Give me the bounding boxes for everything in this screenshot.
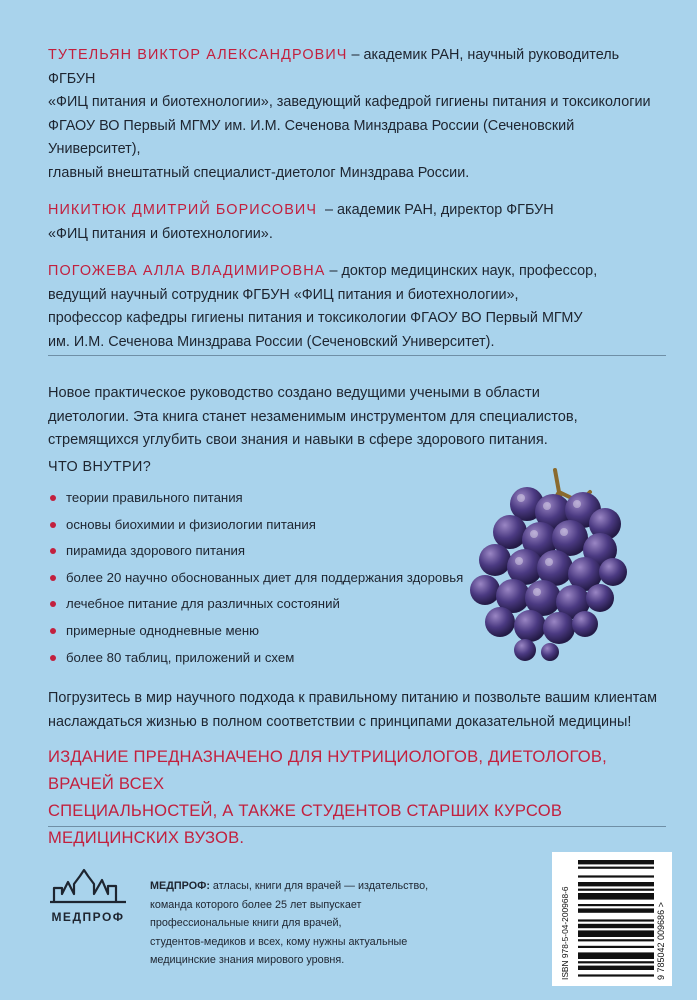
isbn-text: ISBN 978-5-04-200968-6 [560,886,570,980]
inside-heading: ЧТО ВНУТРИ? [48,459,152,475]
intro-line: диетологии. Эта книга станет незаменимым инструментом для специалистов, [48,408,578,425]
barcode-bar [578,860,654,864]
author-tutelyan [48,44,663,185]
list-item-text: примерные однодневные меню [66,622,260,638]
medprof-logo-icon [48,866,128,906]
grapes-illustration [455,462,635,662]
list-item [48,569,468,587]
bullet-dot [50,655,56,661]
publisher-line: медицинские знания мирового уровня. [150,954,345,967]
publisher-line: команда которого более 25 лет выпускает [150,898,362,911]
list-item [48,622,468,640]
publisher-line: студентов-медиков и всех, кому нужны актуальные [150,935,408,948]
barcode-bar [578,939,654,941]
medprof-logo-text: МЕДПРОФ [51,910,125,924]
intro-paragraph [48,382,648,453]
barcode-bar [578,904,654,906]
barcode-bar [578,966,654,970]
barcode-bar [578,882,654,886]
barcode-bar [578,974,654,976]
barcode-bar [578,946,654,948]
closing-line: наслаждаться жизнью в полном соответствии с принципами доказательной медицины! [48,713,632,730]
author-desc-line: главный внештатный специалист-диетолог Минздрава России. [48,164,470,181]
barcode-bar [578,867,654,869]
contents-list [48,489,468,675]
author-desc-line: «ФИЦ питания и биотехнологии». [48,225,273,242]
barcode-bar [578,961,654,963]
barcode-panel [552,852,672,986]
author-desc-line: профессор кафедры гигиены питания и токсикологии ФГАОУ ВО Первый МГМУ [48,310,583,326]
top-divider [48,355,666,356]
author-name: НИКИТЮК ДМИТРИЙ БОРИСОВИЧ [48,202,318,218]
bullet-dot [50,495,56,501]
closing-paragraph [48,687,658,734]
author-desc-line: «ФИЦ питания и биотехнологии», заведующий кафедрой гигиены питания и токсикологии [48,94,651,110]
barcode-icon [552,852,672,986]
bullet-dot [50,575,56,581]
author-desc-line: – доктор медицинских наук, профессор, [325,263,598,279]
list-item-text: лечебное питание для различных состояний [66,596,340,612]
closing-line: Погрузитесь в мир научного подхода к правильному питанию и позвольте вашим клиентам [48,690,658,706]
barcode-bar [578,924,654,928]
barcode-bar [578,919,654,921]
barcode-bar [578,893,654,900]
audience-statement [48,743,668,851]
barcode-bar [578,952,654,959]
publisher-info [150,877,480,970]
author-desc-line: ФГАОУ ВО Первый МГМУ им. И.М. Сеченова Минздрава России (Сеченовский Университет), [48,117,575,157]
list-item [48,516,468,534]
list-item [48,649,468,667]
list-item-text: основы биохимии и физиологии питания [66,516,316,532]
author-desc-line: – академик РАН, научный руководитель ФГБУН [48,47,620,87]
author-nikityuk [48,199,663,246]
barcode-digits: 9 785042 009686 > [656,902,666,980]
bullet-dot [50,628,56,634]
barcode-bar [578,875,654,877]
publisher-brand: МЕДПРОФ: [150,880,210,892]
list-item-text: пирамида здорового питания [66,543,245,559]
bottom-divider [48,826,666,827]
author-name: ПОГОЖЕВА АЛЛА ВЛАДИМИРОВНА [48,263,326,279]
publisher-line: профессиональные книги для врачей, [150,917,342,930]
list-item [48,595,468,613]
list-item [48,542,468,560]
author-desc-line: – академик РАН, директор ФГБУН [317,202,554,218]
publisher-line: атласы, книги для врачей — издательство, [209,880,429,892]
audience-line: ИЗДАНИЕ ПРЕДНАЗНАЧЕНО ДЛЯ НУТРИЦИОЛОГОВ, ДИЕТОЛОГОВ, ВРАЧЕЙ ВСЕХ [48,747,607,793]
author-pogozheva [48,260,663,354]
author-name: ТУТЕЛЬЯН ВИКТОР АЛЕКСАНДРОВИЧ [48,47,348,63]
barcode-bar [578,908,654,912]
bullet-dot [50,522,56,528]
author-desc-line: ведущий научный сотрудник ФГБУН «ФИЦ питания и биотехнологии», [48,286,519,303]
bullet-dot [50,548,56,554]
list-item-text: более 20 научно обоснованных диет для поддержания здоровья [66,569,464,585]
author-desc-line: им. И.М. Сеченова Минздрава России (Сеченовский Университет). [48,333,495,350]
intro-line: стремящихся углубить свои знания и навыки в сфере здорового питания. [48,432,548,448]
barcode-bar [578,930,654,937]
list-item [48,489,468,507]
audience-line: СПЕЦИАЛЬНОСТЕЙ, А ТАКЖЕ СТУДЕНТОВ СТАРШИХ КУРСОВ МЕДИЦИНСКИХ ВУЗОВ. [48,801,563,847]
authors-section [48,44,663,368]
list-item-text: более 80 таблиц, приложений и схем [66,649,295,665]
barcode-bar [578,889,654,891]
list-item-text: теории правильного питания [66,490,243,505]
bullet-dot [50,601,56,607]
intro-line: Новое практическое руководство создано ведущими учеными в области [48,385,540,401]
